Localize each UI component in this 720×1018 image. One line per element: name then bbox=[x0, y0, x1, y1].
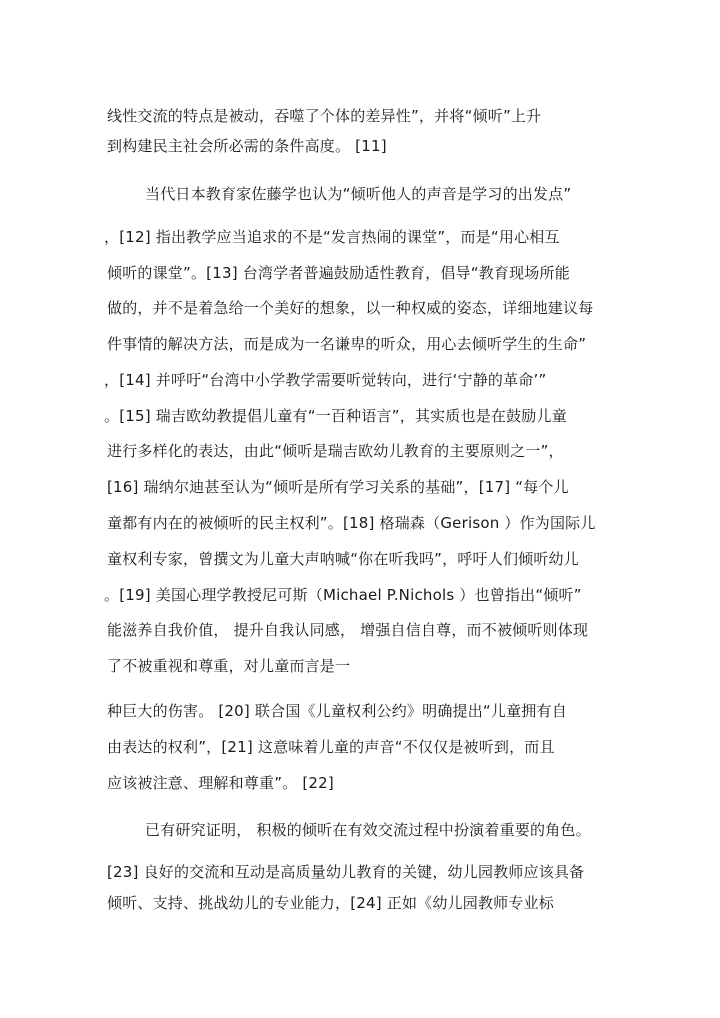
text-line-8: ，[14] 并呼吁“台湾中小学教学需要听觉转向，进行‘宁静的革命’” bbox=[104, 371, 547, 389]
text-line-6: 做的，并不是着急给一个美好的想象，以一种权威的姿态，详细地建议每 bbox=[107, 299, 594, 317]
text-line-5: 倾听的课堂”。[13] 台湾学者普遍鼓励适性教育，倡导“教育现场所能 bbox=[107, 264, 570, 282]
text-line-14: 。[19] 美国心理学教授尼可斯（Michael P.Nichols ）也曾指出“倾听” bbox=[104, 586, 582, 604]
text-line-15: 能滋养自我价值， 提升自我认同感， 增强自信自尊，而不被倾听则体现 bbox=[107, 621, 589, 639]
text-line-7: 件事情的解决方法，而是成为一名谦卑的听众，用心去倾听学生的生命” bbox=[107, 335, 587, 353]
text-line-18: 由表达的权利”，[21] 这意味着儿童的声音“不仅仅是被听到，而且 bbox=[107, 738, 555, 756]
text-line-9: 。[15] 瑞吉欧幼教提倡儿童有“一百种语言”，其实质也是在鼓励儿童 bbox=[104, 407, 567, 425]
text-line-2: 到构建民主社会所必需的条件高度。 [11] bbox=[107, 137, 387, 155]
text-line-10: 进行多样化的表达，由此“倾听是瑞吉欧幼儿教育的主要原则之一”， bbox=[107, 442, 564, 460]
text-line-12: 童都有内在的被倾听的民主权利”。[18] 格瑞森（Gerison ）作为国际儿 bbox=[107, 514, 596, 532]
text-line-3: 当代日本教育家佐藤学也认为“倾听他人的声音是学习的出发点” bbox=[145, 185, 572, 203]
text-line-13: 童权利专家，曾撰文为儿童大声呐喊“你在听我吗”，呼吁人们倾听幼儿 bbox=[107, 550, 579, 568]
text-line-11: [16] 瑞纳尔迪甚至认为“倾听是所有学习关系的基础”，[17] “每个儿 bbox=[107, 478, 569, 496]
text-line-19: 应该被注意、理解和尊重”。 [22] bbox=[107, 774, 334, 792]
text-line-1: 线性交流的特点是被动，吞噬了个体的差异性”，并将“倾听”上升 bbox=[107, 107, 542, 125]
text-line-22: 倾听、支持、挑战幼儿的专业能力，[24] 正如《幼儿园教师专业标 bbox=[107, 894, 554, 912]
text-line-21: [23] 良好的交流和互动是高质量幼儿教育的关键，幼儿园教师应该具备 bbox=[107, 863, 585, 881]
text-line-17: 种巨大的伤害。 [20] 联合国《儿童权利公约》明确提出“儿童拥有自 bbox=[107, 702, 567, 720]
text-line-4: ，[12] 指出教学应当追求的不是“发言热闹的课堂”，而是“用心相互 bbox=[104, 228, 560, 246]
text-line-16: 了不被重视和尊重，对儿童而言是一 bbox=[107, 657, 351, 675]
text-line-20: 已有研究证明， 积极的倾听在有效交流过程中扮演着重要的角色。 bbox=[145, 821, 591, 839]
